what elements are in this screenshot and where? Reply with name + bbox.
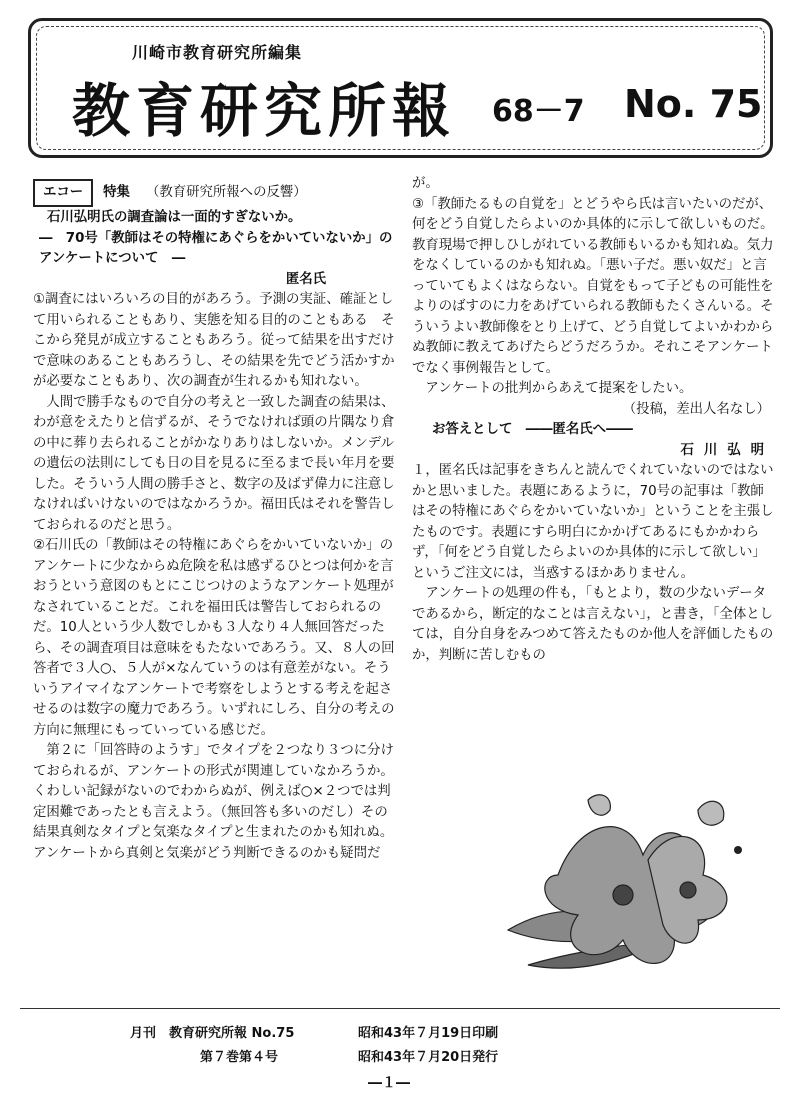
footer-issued-date: 昭和43年７月20日発行 [358,1050,499,1065]
paragraph: 人間で勝手なもので自分の考えと一致した調査の結果は、わが意をえたりと信ずるが、そうでなければ頭の片隅なり倉の中に葬り去られることがかなりありはしないか。メンデルの遺伝の法則にしても日の目を見るに至るまで長い年月を要した。そういう人間の勝手さと、数字の及ばず偉力に注意しなければいけないのではなかろうか。福田氏はそれを警告しておられるのだと思う。 [33,394,395,533]
reply-author: 石川弘明 [680,442,774,458]
article-subtitle: ― 70号「教師はその特権にあぐらをかいていないか」のアンケートについて ― [39,230,393,266]
footer-monthly: 月刊 教育研究所報 No.75 [130,1026,295,1041]
right-column [412,174,774,666]
footer-rule [20,1008,780,1009]
paragraph: アンケートの批判からあえて提案をしたい。 [425,381,693,396]
reply-title: お答えとして ――匿名氏へ―― [432,422,633,437]
issue-code: 68－7 [492,94,585,129]
page-number: ―１― [368,1075,410,1091]
paragraph: アンケートの処理の件も，「もとより，数の少ないデータであるから，断定的なことは言えない」，と書き，「全体としては，自分自身をみつめて答えたものか他人を評価したものか，判断に苦しむもの [412,586,774,663]
left-column [33,178,398,864]
paragraph: ③「教師たるもの自覚を」とどうやら氏は言いたいのだが、何をどう自覚したらよいのか具体的に示して欲しいものだ。教育現場で押しひしがれている教師もいるかも知れぬ。気力をなくしているのかも知れぬ。「悪い子だ。悪い奴だ」と言っていてもよくはならない。自覚をもって子どもの可能性をよりのばすのに力をあげていられる教師もたくさんいる。そういうよい教師像をとり上げて、どう自覚してよいかわからぬ教師に教えてあげたらどうだろうか。それこそアンケートでなく事例報告として。 [412,196,774,376]
feature-subtitle: （教育研究所報への反響） [145,184,307,200]
issue-number: No. 75 [624,82,763,126]
editor-line: 川崎市教育研究所編集 [132,43,303,62]
footer-volume: 第７巻第４号 [200,1050,279,1065]
article-author: 匿名氏 [285,271,326,287]
flower-illustration [498,780,760,1002]
paragraph: ①調査にはいろいろの目的があろう。予測の実証、確証として用いられることもあり、実態を知る目的のこともある そこから発見が成立することもあろう。従って結果を出すだけで意味のあることもあろうし、その結果を先でどう活かすかが必要なこともあり、次の調査が生れるかも知れない。 [33,292,395,389]
submission-note: （投稿，差出人名なし） [622,401,770,417]
article-title: 石川弘明氏の調査論は一面的すぎないか。 [47,210,302,225]
paragraph: 第２に「回答時のようす」でタイプを２つなり３つに分けておられるが、アンケートの形式が関連していなかろうか。くわしい記録がないのでわからぬが、例えば○×２つでは判定困難であったとも言えよう。（無回答も多いのだし）その結果真剣なタイプと気楽なタイプと生まれたのかも知れぬ。アンケートから真剣と気楽がどう判断できるのかも疑問だ [33,743,394,861]
feature-label: 特集 [103,184,130,200]
echo-label: エコー [33,179,93,207]
paragraph: ②石川氏の「教師はその特権にあぐらをかいていないか」のアンケートに少なからぬ危険を私は感ずるひとつは何かを言おうという意図のもとにこじつけのようなアンケート処理がなされていることだ。これを福田氏は警告しておられるのだ。10人という少人数でしかも３人なり４人無回答だったら、その調査項目は意味をもたないであろう。又、８人の回答者で３人○、５人が×なんていうのは有意差がない。そういうアイマイなアンケートで考察をしようとする考えを起させるのは数字の魔力であろう。いずれにしろ、自分の考えの方向に無理にもっていっている感じだ。 [33,538,395,738]
paragraph: が。 [412,176,439,191]
footer-printed-date: 昭和43年７月19日印刷 [358,1026,499,1041]
journal-title: 教育研究所報 [72,77,457,145]
paragraph: １，匿名氏は記事をきちんと読んでくれていないのではないかと思いました。表題にあるように，70号の記事は「教師はその特権にあぐらをかいていないか」ということを主張したものです。表題にすら明白にかかげてあるにもかかわらず，「何をどう自覚したらよいのか具体的に示して欲しい」というご注文には，当惑するほかありません。 [412,463,774,581]
section-heading [33,178,398,208]
